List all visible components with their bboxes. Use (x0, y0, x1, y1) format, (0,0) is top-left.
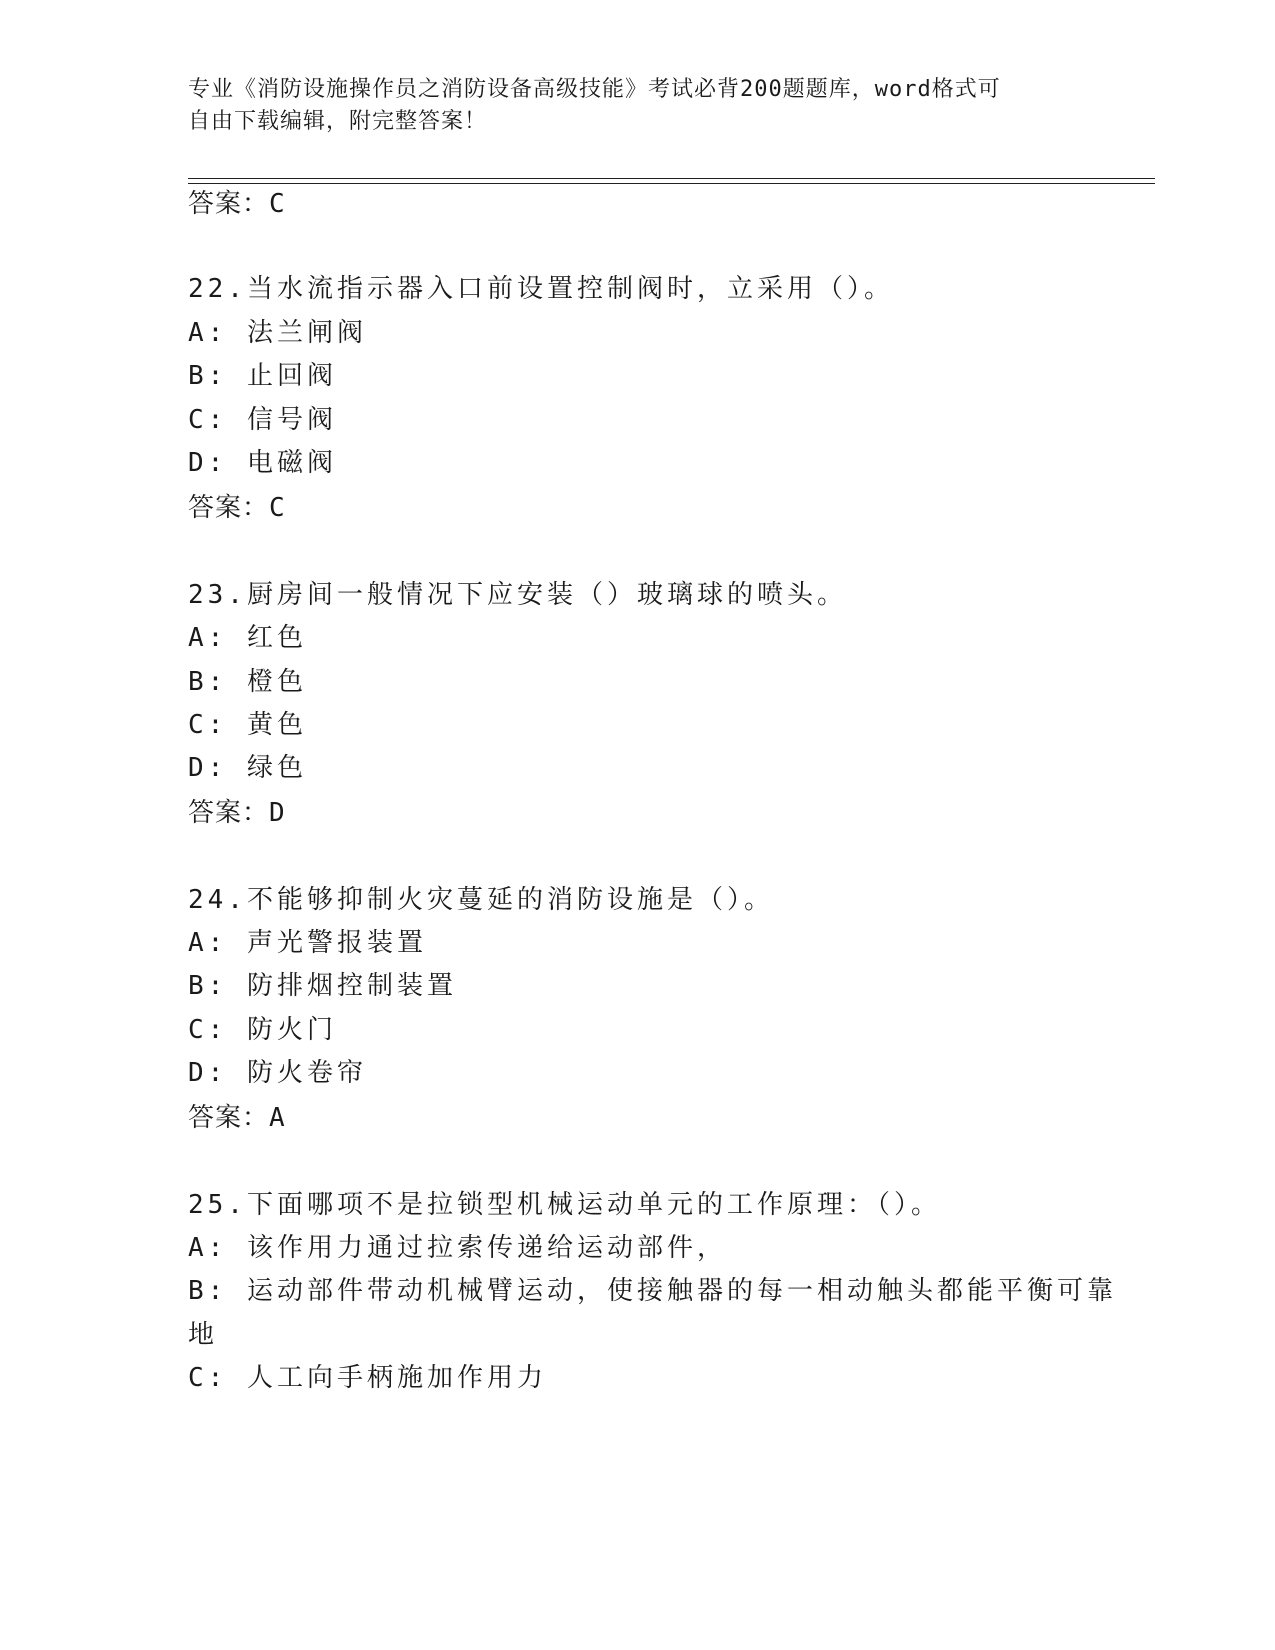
header-divider-bottom (188, 183, 1155, 184)
question-22-option-d: D: 电磁阀 (188, 448, 337, 478)
question-24-stem: 24.不能够抑制火灾蔓延的消防设施是（）。 (188, 885, 774, 915)
question-24-option-b: B: 防排烟控制装置 (188, 971, 457, 1001)
question-25-option-b: B: 运动部件带动机械臂运动，使接触器的每一相动触头都能平衡可靠 (188, 1276, 1117, 1306)
question-25-stem: 25.下面哪项不是拉锁型机械运动单元的工作原理：（）。 (188, 1190, 941, 1220)
header-line-1: 专业《消防设施操作员之消防设备高级技能》考试必背200题题库，word格式可 (188, 77, 1001, 102)
answer-23: 答案：D (188, 798, 286, 828)
question-23-option-d: D: 绿色 (188, 753, 307, 783)
question-22-stem: 22.当水流指示器入口前设置控制阀时，立采用（）。 (188, 274, 894, 304)
question-23-option-c: C: 黄色 (188, 710, 307, 740)
question-25-option-c: C: 人工向手柄施加作用力 (188, 1363, 547, 1393)
question-23-option-a: A: 红色 (188, 623, 307, 653)
question-22-option-a: A: 法兰闸阀 (188, 318, 367, 348)
question-22-option-c: C: 信号阀 (188, 405, 337, 435)
question-23-option-b: B: 橙色 (188, 667, 307, 697)
question-22-option-b: B: 止回阀 (188, 361, 337, 391)
header-line-2: 自由下载编辑，附完整答案！ (188, 109, 488, 134)
question-25-option-a: A: 该作用力通过拉索传递给运动部件， (188, 1233, 727, 1263)
question-25-option-b-continued: 地 (188, 1320, 219, 1350)
answer-21: 答案：C (188, 189, 286, 219)
answer-22: 答案：C (188, 493, 286, 523)
question-24-option-d: D: 防火卷帘 (188, 1058, 367, 1088)
header-divider-top (188, 178, 1155, 179)
question-24-option-c: C: 防火门 (188, 1015, 337, 1045)
question-23-stem: 23.厨房间一般情况下应安装（）玻璃球的喷头。 (188, 580, 847, 610)
document-header (188, 74, 1068, 138)
answer-24: 答案：A (188, 1103, 286, 1133)
question-24-option-a: A: 声光警报装置 (188, 928, 427, 958)
